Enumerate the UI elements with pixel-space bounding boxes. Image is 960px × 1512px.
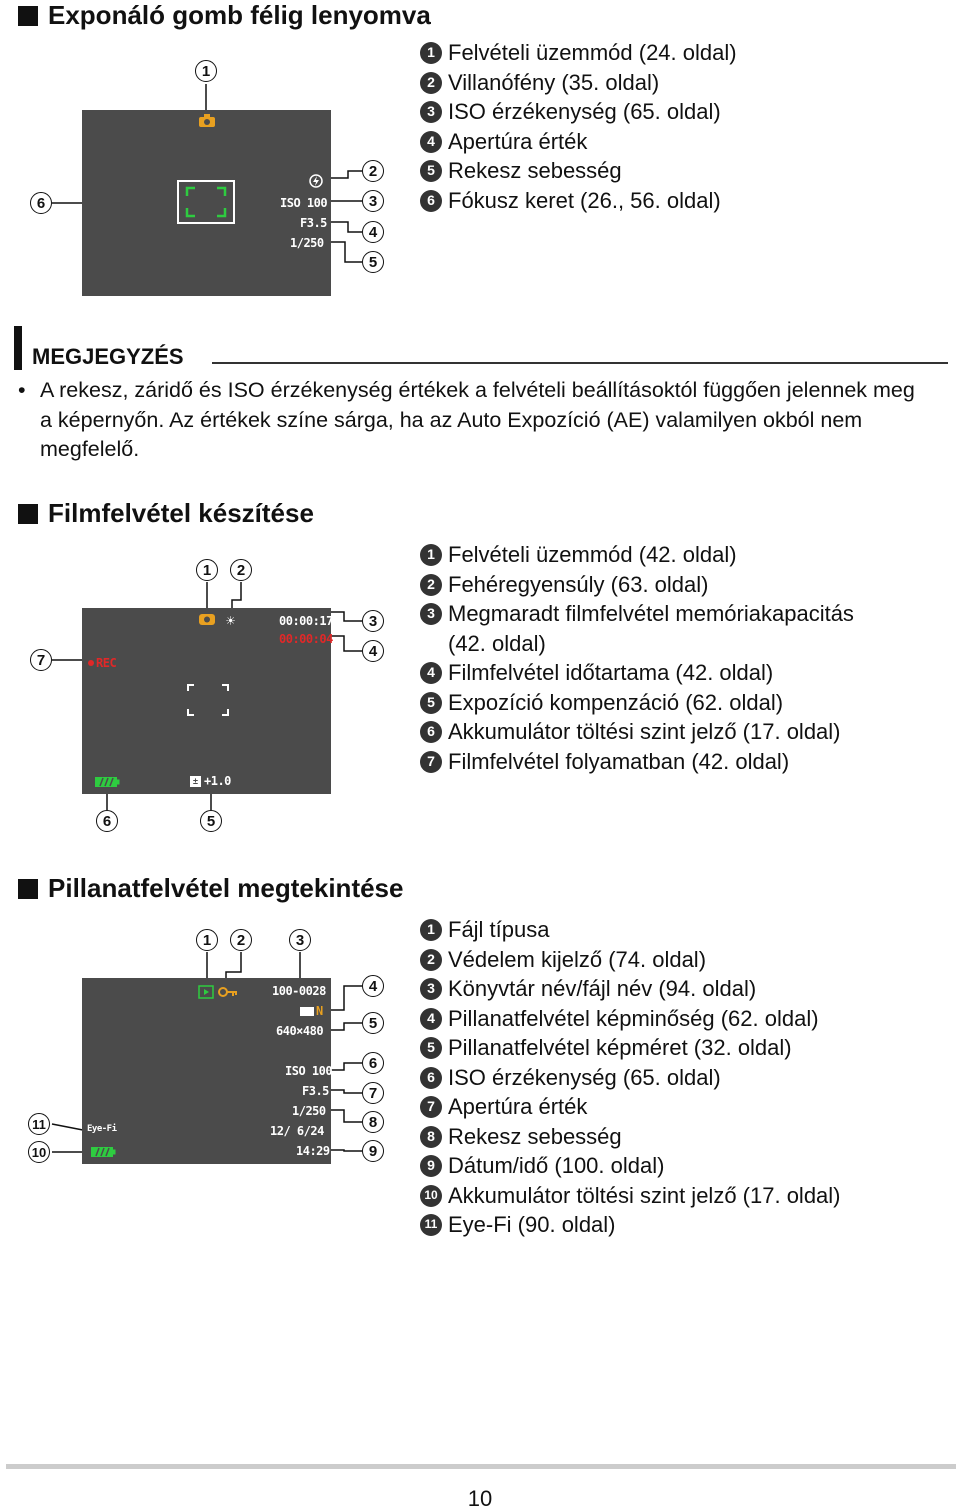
shutter-readout: 1/250 — [292, 1104, 326, 1118]
focus-frame — [177, 180, 235, 224]
square-bullet-icon — [18, 504, 38, 524]
legend-item — [420, 1092, 841, 1122]
callout-1: 1 — [196, 559, 218, 581]
exposure-compensation — [190, 774, 231, 788]
callout-7: 7 — [362, 1082, 384, 1104]
legend-number: 8 — [420, 1126, 442, 1148]
callout-4: 4 — [362, 975, 384, 997]
legend-number: 7 — [420, 751, 442, 773]
quality-icon — [300, 1007, 314, 1016]
camera-screen-movie — [82, 608, 331, 794]
legend-item — [420, 156, 737, 186]
iso-readout: ISO 100 — [280, 196, 328, 210]
legend-number: 1 — [420, 919, 442, 941]
legend-item — [420, 1033, 841, 1063]
legend-text: Akkumulátor töltési szint jelző (17. oldal) — [448, 1182, 841, 1208]
legend-text: Fájl típusa — [448, 917, 550, 942]
legend-item — [420, 945, 841, 975]
legend-item — [420, 747, 854, 777]
elapsed-time-readout: 00:00:04 — [279, 632, 333, 646]
note-bar — [14, 326, 22, 370]
legend-text: Felvételi üzemmód (24. oldal) — [448, 40, 737, 65]
callout-6: 6 — [362, 1052, 384, 1074]
legend-number: 1 — [420, 544, 442, 566]
legend-number: 4 — [420, 662, 442, 684]
aperture-readout: F3.5 — [302, 1084, 329, 1098]
legend-number: 5 — [420, 160, 442, 182]
section-title-playback — [18, 873, 403, 904]
legend-text: Akkumulátor töltési szint jelző (17. oldal) — [448, 719, 841, 744]
legend-number: 9 — [420, 1155, 442, 1177]
focus-frame — [187, 684, 229, 716]
legend-number: 5 — [420, 692, 442, 714]
aperture-readout: F3.5 — [300, 216, 327, 230]
callout-3: 3 — [362, 610, 384, 632]
section-title-half-press — [18, 0, 431, 31]
legend-item — [420, 570, 854, 600]
legend-number: 6 — [420, 721, 442, 743]
callout-8: 8 — [362, 1111, 384, 1133]
play-file-type-icon — [198, 985, 214, 999]
legend-item — [420, 915, 841, 945]
movie-mode-icon — [198, 612, 216, 626]
legend-text: Pillanatfelvétel képméret (32. oldal) — [448, 1035, 792, 1060]
ev-icon: ± — [190, 776, 201, 787]
folder-file-name: 100-0028 — [272, 984, 326, 998]
legend-number: 6 — [420, 190, 442, 212]
rec-label: REC — [96, 656, 117, 670]
callout-9: 9 — [362, 1140, 384, 1162]
callout-7: 7 — [30, 649, 52, 671]
legend-text: Expozíció kompenzáció (62. oldal) — [448, 689, 784, 715]
callout-5: 5 — [362, 251, 384, 273]
legend-item — [420, 1181, 841, 1211]
legend-text: Fehéregyensúly (63. oldal) — [448, 571, 709, 597]
legend-item — [420, 717, 854, 747]
footer-rule — [6, 1464, 956, 1469]
legend-number: 3 — [420, 978, 442, 1000]
legend-number: 3 — [420, 101, 442, 123]
legend-number: 10 — [420, 1185, 442, 1207]
iso-readout: ISO 100 — [285, 1064, 333, 1078]
callout-6: 6 — [30, 192, 52, 214]
legend-item — [420, 658, 854, 688]
legend-number: 4 — [420, 1008, 442, 1030]
callout-4: 4 — [362, 221, 384, 243]
legend-number: 1 — [420, 42, 442, 64]
legend-text: Rekesz sebesség — [448, 158, 622, 183]
image-size-readout: 640×480 — [276, 1024, 324, 1038]
legend-item — [420, 97, 737, 127]
legend-item — [420, 127, 737, 157]
legend-text: Filmfelvétel folyamatban (42. oldal) — [448, 748, 790, 774]
remaining-time-readout: 00:00:17 — [279, 614, 333, 628]
legend-text: Védelem kijelző (74. oldal) — [448, 946, 707, 972]
legend-text: Apertúra érték — [448, 128, 588, 154]
legend-item — [420, 599, 854, 629]
legend-text: Eye-Fi (90. oldal) — [448, 1212, 616, 1237]
legend-item — [420, 1122, 841, 1152]
legend-text: ISO érzékenység (65. oldal) — [448, 99, 721, 124]
note-body — [18, 376, 928, 465]
legend-text: Felvételi üzemmód (42. oldal) — [448, 542, 737, 567]
legend-number: 4 — [420, 131, 442, 153]
square-bullet-icon — [18, 6, 38, 26]
callout-1: 1 — [196, 929, 218, 951]
callout-4: 4 — [362, 640, 384, 662]
legend-number: 6 — [420, 1067, 442, 1089]
callout-3: 3 — [289, 929, 311, 951]
callout-1: 1 — [195, 60, 217, 82]
legend-item — [420, 1063, 841, 1093]
white-balance-icon: ☀ — [226, 612, 235, 630]
flash-icon — [309, 174, 323, 188]
legend-number: 2 — [420, 949, 442, 971]
legend-number: 2 — [420, 72, 442, 94]
time-readout: 14:29 — [296, 1144, 330, 1158]
legend-text: Megmaradt filmfelvétel memóriakapacitás — [448, 601, 854, 626]
legend-text: Pillanatfelvétel képminőség (62. oldal) — [448, 1005, 819, 1031]
note-divider — [212, 362, 948, 364]
camera-mode-icon — [198, 114, 216, 128]
ev-value: +1.0 — [204, 774, 231, 788]
legend-item — [420, 1004, 841, 1034]
callout-5: 5 — [200, 810, 222, 832]
camera-screen-playback — [82, 978, 331, 1164]
legend-number: 2 — [420, 574, 442, 596]
legend-number: 3 — [420, 603, 442, 625]
legend-text: ISO érzékenység (65. oldal) — [448, 1064, 721, 1090]
eyefi-indicator: Eye-Fi — [87, 1124, 117, 1134]
protect-key-icon — [218, 986, 238, 998]
image-quality — [300, 1004, 323, 1018]
callout-11: 11 — [28, 1113, 50, 1135]
section-title-movie — [18, 498, 314, 529]
callout-3: 3 — [362, 190, 384, 212]
note-header — [14, 326, 184, 370]
legend-text: Apertúra érték — [448, 1094, 588, 1119]
shutter-readout: 1/250 — [290, 236, 324, 250]
rec-indicator — [88, 656, 116, 670]
section-title-text: Pillanatfelvétel megtekintése — [48, 873, 404, 903]
legend-number: 7 — [420, 1096, 442, 1118]
legend-item — [420, 688, 854, 718]
legend-text: Villanófény (35. oldal) — [448, 69, 660, 95]
square-bullet-icon — [18, 879, 38, 899]
legend-text: Fókusz keret (26., 56. oldal) — [448, 187, 721, 213]
battery-icon — [94, 776, 120, 788]
legend-half-press — [420, 38, 737, 215]
battery-icon — [90, 1146, 116, 1158]
legend-text: Rekesz sebesség — [448, 1123, 622, 1149]
note-title: MEGJEGYZÉS — [32, 344, 184, 369]
legend-text: Könyvtár név/fájl név (94. oldal) — [448, 976, 757, 1001]
date-readout: 12/ 6/24 — [270, 1124, 324, 1138]
legend-item — [420, 186, 737, 216]
page-number: 10 — [467, 1486, 493, 1511]
note-bullet: • — [18, 378, 26, 402]
legend-number: 5 — [420, 1037, 442, 1059]
legend-text-continued: (42. oldal) — [448, 630, 546, 656]
legend-item — [420, 1151, 841, 1181]
callout-6: 6 — [96, 810, 118, 832]
callout-2: 2 — [230, 929, 252, 951]
legend-item — [420, 540, 854, 570]
legend-text: Filmfelvétel időtartama (42. oldal) — [448, 660, 774, 685]
rec-dot-icon — [88, 660, 94, 666]
section-title-text: Exponáló gomb félig lenyomva — [48, 0, 431, 30]
quality-value: N — [316, 1004, 323, 1018]
legend-playback — [420, 915, 841, 1240]
legend-text: Dátum/idő (100. oldal) — [448, 1153, 665, 1178]
legend-item — [420, 68, 737, 98]
note-text: A rekesz, záridő és ISO érzékenység értékek a felvételi beállításoktól függően jelennek meg a képernyőn. Az értékek színe sárga, ha az Auto Expozíció (AE) valamilyen okból nem megfelelő. — [40, 378, 915, 461]
legend-item — [420, 974, 841, 1004]
section-title-text: Filmfelvétel készítése — [48, 498, 314, 528]
legend-number: 11 — [420, 1214, 442, 1236]
legend-item — [420, 1210, 841, 1240]
legend-movie — [420, 540, 854, 776]
callout-2: 2 — [230, 559, 252, 581]
legend-item — [420, 38, 737, 68]
callout-5: 5 — [362, 1012, 384, 1034]
camera-screen-shutter-half — [82, 110, 331, 296]
callout-2: 2 — [362, 160, 384, 182]
callout-10: 10 — [28, 1141, 50, 1163]
